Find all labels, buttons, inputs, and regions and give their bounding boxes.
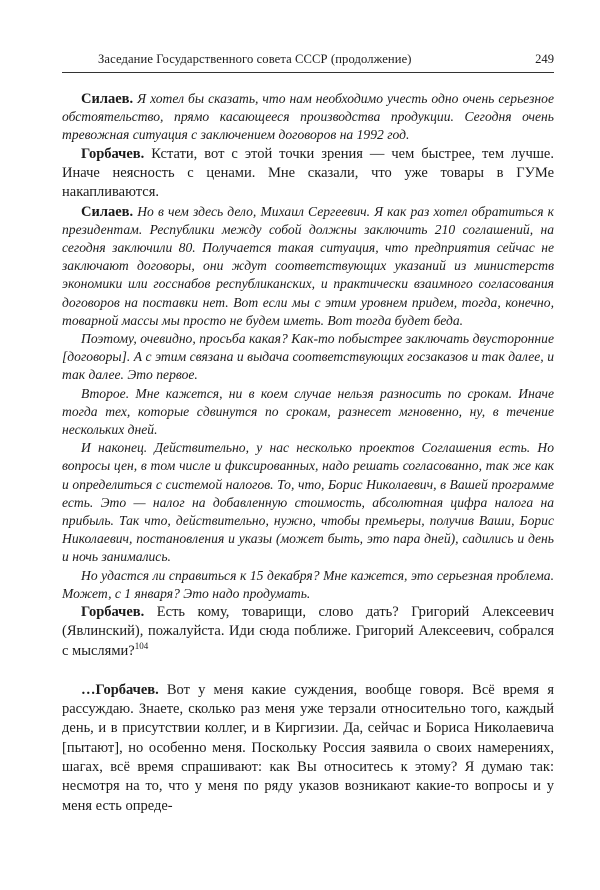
paragraph-gorbachev-3 (62, 681, 554, 816)
paragraph-silaev-3: Поэтому, очевидно, просьба какая? Как-то побыстрее заключать двусторонние [договоры]. А с этим связана и выдача соответствующих госзаказов и так далее, и так далее. Это первое. (62, 330, 554, 383)
paragraph-text: Я хотел бы сказать, что нам необходимо учесть одно очень серьезное обстоятельство, прямо касающееся производства продукции. Сегодня очень тревожная ситуация с заключением договоров на 1992 год. (62, 91, 554, 143)
running-title: Заседание Государственного совета СССР (продолжение) (98, 52, 412, 66)
running-header (62, 52, 554, 73)
speaker-name: Силаев. (81, 203, 134, 220)
paragraph-gorbachev-2 (62, 603, 554, 661)
speaker-name: …Горбачев. (81, 681, 159, 698)
speaker-name: Горбачев. (81, 603, 145, 620)
paragraph-silaev-1 (62, 90, 554, 145)
paragraph-silaev-5: И наконец. Действительно, у нас несколько проектов Соглашения есть. Но вопросы цен, в том числе и фиксированных, надо решать согласованно, так же как и определиться с системой налогов. То, что, Борис Николаевич, в Вашей программе есть. Это — налог на добавленную стоимость, абсолютная цифра налога на прибыль. Так что, действительно, нужно, чтобы премьеры, получив Ваши, Борис Николаевич, постановления и указы (может быть, это пара дней), садились и день и ночь занимались. (62, 440, 554, 565)
paragraph-gorbachev-1 (62, 145, 554, 203)
paragraph-text: Есть кому, товарищи, слово дать? Григорий Алексеевич (Явлинский), пожалуйста. Иди сюда поближе. Григорий Алексеевич, собрался с мыслями? (62, 603, 555, 659)
paragraph-text: Кстати, вот с этой точки зрения — чем быстрее, тем лучше. Иначе неясность с ценами. Мне сказали, что уже товары в ГУМе накапливаются. (62, 145, 554, 201)
paragraph-silaev-6: Но удастся ли справиться к 15 декабря? Мне кажется, это серьезная проблема. Может, с 1 января? Это надо продумать. (62, 567, 554, 601)
paragraph-text: Но в чем здесь дело, Михаил Сергеевич. Я как раз хотел обратиться к президентам. Республики между собой должны заключить 210 соглашений, на сегодня заключили 80. Получается такая ситуация, что предприятия сейчас не заключают договоры, они ждут соответствующих указаний из министерств экономики или госснабов республиканских, и практически взаимного согласования договоров на поставки нет. Вот если мы с этим уровнем придем, тогда, конечно, товарной массы мы просто не будем иметь. Вот тогда будет беда. (62, 203, 555, 328)
footnote-marker: 104 (134, 640, 149, 651)
paragraph-silaev-4: Второе. Мне кажется, ни в коем случае нельзя разносить по срокам. Иначе тогда тех, которые сдвинутся по срокам, разнесет мгновенно, ну, в течение нескольких дней. (62, 385, 554, 437)
page-body (62, 90, 554, 816)
speaker-name: Горбачев. (81, 145, 145, 162)
paragraph-text: Вот у меня какие суждения, вообще говоря. Всё время я рассуждаю. Знаете, сколько раз меня уже терзали относительно того, каждый день, и в присутствии коллег, и в Киргизии. Да, сейчас и Бориса Николаевича [пытают], но особенно меня. Поскольку Россия заявила о своих намерениях, шагах, всё время спрашивают: как Вы относитесь к этому? Я думаю так: несмотря на то, что у меня по ряду указов возникают какие-то вопросы и у меня есть опреде- (62, 681, 554, 814)
section-gap (62, 661, 554, 681)
paragraph-silaev-2 (62, 203, 554, 330)
speaker-name: Силаев. (81, 91, 134, 107)
page-number: 249 (535, 52, 554, 66)
